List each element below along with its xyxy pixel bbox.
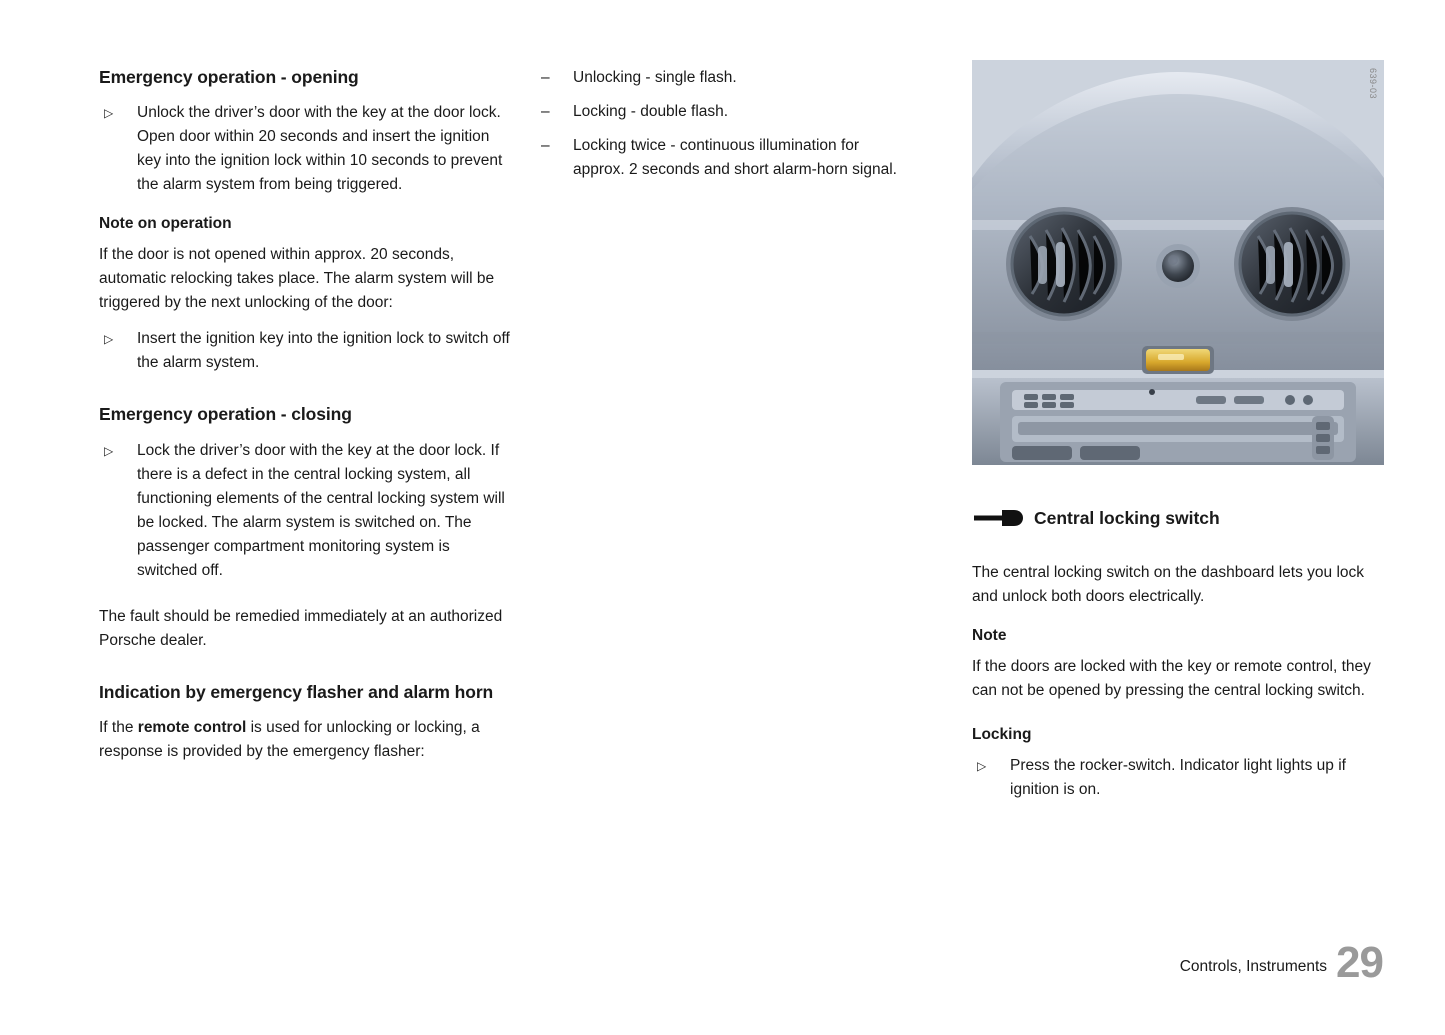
paragraph-note-locked-doors: If the doors are locked with the key or remote control, they can not be opened by pressing the central locking switch. bbox=[972, 657, 1371, 699]
list-item-text: Insert the ignition key into the ignition lock to switch off the alarm system. bbox=[137, 330, 510, 372]
air-vent-left bbox=[1006, 207, 1122, 321]
left-column bbox=[99, 66, 511, 764]
list-item-text: Unlock the driver’s door with the key at the door lock. Open door within 20 seconds and insert the ignition key into the ignition lock within 10 seconds to prevent the alarm system from being triggered. bbox=[137, 104, 503, 194]
list-emergency-opening bbox=[99, 101, 511, 197]
list-locking bbox=[972, 754, 1384, 802]
footer-section-label: Controls, Instruments bbox=[1179, 958, 1328, 975]
paragraph-relocking: If the door is not opened within approx. 20 seconds, automatic relocking takes place. The alarm system will be triggered by the next unlocking of the door: bbox=[99, 246, 495, 312]
subheading-locking: Locking bbox=[972, 725, 1032, 743]
middle-column bbox=[538, 66, 913, 194]
list-item bbox=[538, 66, 913, 90]
list-item-text: Press the rocker-switch. Indicator light lights up if ignition is on. bbox=[1010, 756, 1346, 798]
paragraph-remote-post: is used for unlocking or locking, a response is provided by the emergency flasher: bbox=[99, 719, 480, 761]
list-item bbox=[99, 327, 511, 375]
center-knob bbox=[1156, 244, 1200, 288]
paragraph-remote-bold: remote control bbox=[137, 719, 247, 737]
list-item bbox=[99, 439, 511, 583]
dash-bullet-icon: – bbox=[541, 69, 550, 86]
list-item-text: Lock the driver’s door with the key at the door lock. If there is a defect in the central locking system, all functioning elements of the central locking system will be locked. The alarm system is switched on. The passenger compartment monitoring system is switched off. bbox=[137, 441, 505, 579]
section-heading-indication-flasher: Indication by emergency flasher and alarm horn bbox=[99, 681, 494, 702]
air-vent-right bbox=[1234, 207, 1350, 321]
right-column bbox=[972, 60, 1384, 814]
triangle-bullet-icon: ▷ bbox=[104, 332, 114, 347]
list-switch-off-alarm bbox=[99, 327, 511, 375]
section-heading-emergency-opening: Emergency operation - opening bbox=[99, 67, 359, 87]
list-flasher-responses bbox=[538, 66, 913, 182]
central-locking-switch-heading-row bbox=[972, 507, 1384, 529]
subheading-note-on-operation: Note on operation bbox=[99, 215, 232, 233]
triangle-bullet-icon: ▷ bbox=[104, 106, 114, 121]
triangle-bullet-icon: ▷ bbox=[977, 758, 987, 773]
paragraph-remote-control bbox=[99, 716, 511, 764]
page-number: 29 bbox=[1336, 938, 1383, 988]
list-item-text: Unlocking - single flash. bbox=[573, 69, 737, 86]
paragraph-fault-remedy: The fault should be remedied immediately at an authorized Porsche dealer. bbox=[99, 607, 503, 649]
list-item bbox=[99, 101, 511, 197]
dash-bullet-icon: – bbox=[541, 103, 550, 121]
dashboard-illustration bbox=[972, 60, 1384, 465]
paragraph-remote-pre: If the bbox=[99, 719, 138, 737]
section-heading-central-locking-switch: Central locking switch bbox=[1034, 507, 1220, 528]
list-emergency-closing bbox=[99, 439, 511, 583]
figure-code: 639-03 bbox=[1368, 68, 1378, 100]
list-item bbox=[538, 100, 913, 124]
paragraph-central-locking-intro: The central locking switch on the dashboard lets you lock and unlock both doors electrically. bbox=[972, 564, 1365, 606]
list-item bbox=[538, 134, 913, 182]
page-footer bbox=[1179, 938, 1383, 988]
dashboard-photo bbox=[972, 60, 1384, 465]
list-item bbox=[972, 754, 1384, 802]
triangle-bullet-icon: ▷ bbox=[104, 443, 114, 458]
list-item-text: Locking twice - continuous illumination for approx. 2 seconds and short alarm-horn signal. bbox=[573, 137, 897, 179]
key-icon bbox=[972, 507, 1034, 529]
list-item-text: Locking - double flash. bbox=[573, 103, 729, 121]
subheading-note: Note bbox=[972, 627, 1007, 645]
dash-bullet-icon: – bbox=[541, 137, 550, 155]
central-locking-switch-photo bbox=[1142, 346, 1214, 374]
section-heading-emergency-closing: Emergency operation - closing bbox=[99, 404, 352, 425]
